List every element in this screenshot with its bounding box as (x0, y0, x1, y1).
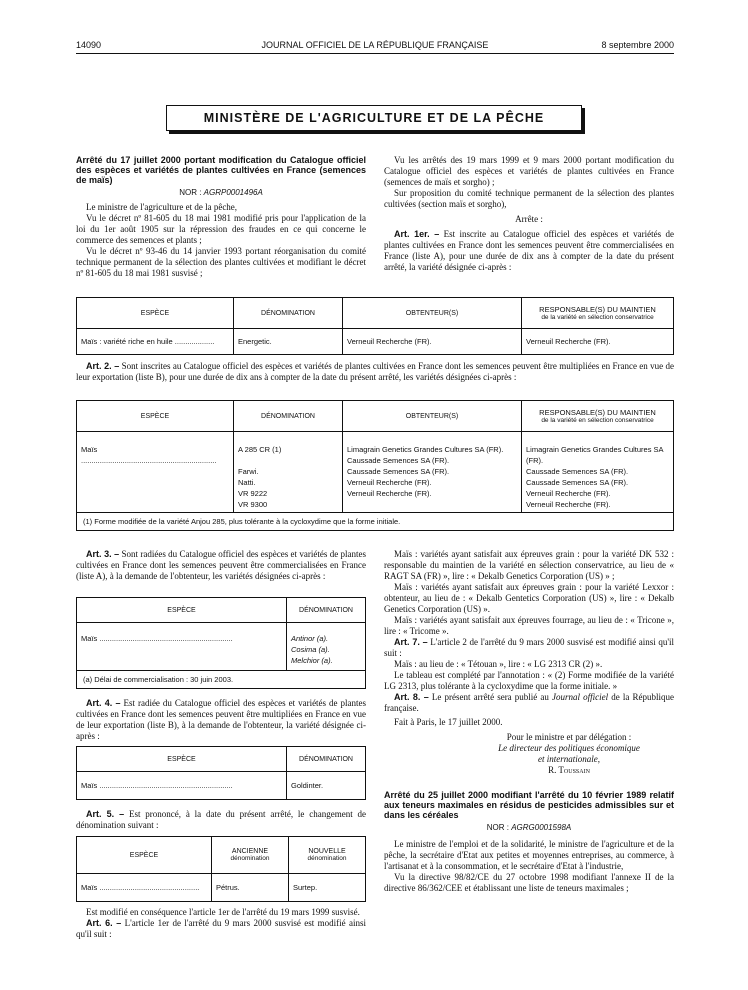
table-footnote: (1) Forme modifiée de la variété Anjou 285, plus tolérante à la cycloxydime que la forme initiale. (77, 513, 674, 531)
table-article-1 (76, 297, 674, 355)
col-denomination: DÉNOMINATION (234, 298, 343, 329)
col-espece: ESPÈCE (77, 747, 287, 772)
col-nouvelle: NOUVELLE dénomination (289, 837, 366, 874)
journal-title: JOURNAL OFFICIEL DE LA RÉPUBLIQUE FRANÇAISE (261, 40, 489, 50)
left-column-top (76, 155, 366, 279)
table-cell: Antinor (a). Cosima (a). Melchior (a). (287, 623, 366, 671)
header-rule (76, 53, 674, 54)
rectification-4: Maïs : au lieu de : « Tétouan », lire : « LG 2313 CR (2) ». (394, 659, 603, 669)
rectification-1: Maïs : variétés ayant satisfait aux épreuves grain : pour la variété DK 532 : responsable du maintien de la variété en sélection conservatrice, au lieu de « RAGT SA (FR) », lire : « Dekalb Genetics Corporation (US) » ; (384, 549, 674, 581)
after-article-5: Est modifié en conséquence l'article 1er de l'arrêté du 19 mars 1999 susvisé. (86, 907, 360, 917)
table-cell: Maïs ................................................................ (77, 623, 287, 671)
arrete1-title: Arrêté du 17 juillet 2000 portant modification du Catalogue officiel des espèces et variétés de plantes cultivées en France (semences de maïs) (76, 155, 366, 185)
table-article-5 (76, 836, 366, 902)
table-cell: Maïs ................................................................. (77, 432, 234, 513)
table-article-4 (76, 746, 366, 800)
arrete1-p1: Le ministre de l'agriculture et de la pêche, (86, 202, 238, 212)
table-cell: Pétrus. (212, 874, 289, 902)
col-denomination: DÉNOMINATION (234, 401, 343, 432)
table-footnote: (a) Délai de commercialisation : 30 juin 2003. (77, 671, 366, 689)
article-2: Art. 2. – Sont inscrites au Catalogue officiel des espèces et variétés de plantes cultivées en France dont les semences peuvent être multipliées en France en vue de leur exportation (liste B), pour une durée de dix ans à compter de la date du présent arrêté, les variétés désignées ci-après : (76, 361, 675, 382)
article-8: Art. 8. – Le présent arrêté sera publié au Journal officiel de la République française. (384, 692, 675, 713)
table-cell: Surtep. (289, 874, 366, 902)
article-5: Art. 5. – Est prononcé, à la date du présent arrêté, le changement de dénomination suivant : (76, 809, 367, 830)
fait-a-paris: Fait à Paris, le 17 juillet 2000. (394, 717, 503, 727)
table-cell: Maïs ................................................................ (77, 772, 287, 800)
arrete2-nor: NOR : AGRG0001598A (486, 823, 572, 832)
col-espece: ESPÈCE (77, 598, 287, 623)
signature-block: Pour le ministre et par délégation : Le directeur des politiques économique et internationale, R. Toussain (498, 732, 640, 775)
arrete1-p2: Vu le décret nº 81-605 du 18 mai 1981 modifié pris pour l'application de la loi du 1er août 1905 sur la répression des fraudes en ce qui concerne le commerce des semences et plants ; (76, 213, 366, 245)
table-cell: Verneuil Recherche (FR). (522, 329, 674, 355)
col-espece: ESPÈCE (77, 401, 234, 432)
rectification-2: Maïs : variétés ayant satisfait aux épreuves grain : pour la variété Lexxor : obtenteur, au lieu de : « Dekalb Gentetics Corporation (US) », lire : « Dekalb Genetics Corporation (US) ». (384, 582, 674, 614)
table-cell: Limagrain Genetics Grandes Cultures SA (FR). Caussade Semences SA (FR). Caussade Semences SA (FR). Verneuil Recherche (FR). Verneuil Recherche (FR). (343, 432, 522, 513)
arrete2-p2: Vu la directive 98/82/CE du 27 octobre 1998 modifiant l'annexe II de la directive 86/362/CEE et établissant une liste de teneurs maximales ; (384, 872, 674, 893)
right-column-bottom (384, 549, 674, 894)
table-cell: Maïs ................................................ (77, 874, 212, 902)
right-column-top (384, 155, 674, 273)
table-cell: Verneuil Recherche (FR). (343, 329, 522, 355)
article-7: Art. 7. – L'article 2 de l'arrêté du 9 mars 2000 susvisé est modifié ainsi qu'il suit : (384, 637, 674, 658)
col-espece: ESPÈCE (77, 837, 212, 874)
article-1: Art. 1er. – Est inscrite au Catalogue officiel des espèces et variétés de plantes cultivées en France dont les semences peuvent être commercialisées en France (liste A), pour une durée de dix ans à compter de la date du présent arrêté, la variété désignée ci-après : (384, 229, 675, 272)
page-number: 14090 (76, 40, 102, 50)
table-cell: A 285 CR (1) Farwi. Natti. VR 9222 VR 9300 (234, 432, 343, 513)
arrete2-title: Arrêté du 25 juillet 2000 modifiant l'arrêté du 10 février 1989 relatif aux teneurs maximales en résidus de pesticides admissibles sur et dans les céréales (384, 790, 674, 820)
rectification-5: Le tableau est complété par l'annotation : « (2) Forme modifiée de la variété LG 2313, plus tolérante à la cycloxydime que la forme initiale. » (384, 670, 674, 691)
table-article-3 (76, 597, 366, 689)
col-denomination: DÉNOMINATION (287, 747, 366, 772)
col-obtenteur: OBTENTEUR(S) (343, 298, 522, 329)
article-4-block (76, 698, 366, 742)
table-cell: Limagrain Genetics Grandes Cultures SA (FR). Caussade Semences SA (FR). Caussade Semences SA (FR). Verneuil Recherche (FR). Verneuil Recherche (FR). (522, 432, 674, 513)
article-5-block (76, 809, 366, 831)
arrete1-nor: NOR : AGRP0001496A (179, 188, 263, 197)
table-article-2 (76, 400, 674, 531)
article-3: Art. 3. – Sont radiées du Catalogue officiel des espèces et variétés de plantes cultivées en France dont les semences peuvent être commercialisées en France (liste A), à la demande de l'obtenteur, les variétés désignées ci-après : (76, 549, 367, 581)
col-ancienne: ANCIENNE dénomination (212, 837, 289, 874)
arrete1-p3: Vu le décret nº 93-46 du 14 janvier 1993 portant réorganisation du comité technique permanent de la sélection des plantes cultivées et modifiant le décret nº 81-605 du 18 mai 1981 susvisé ; (76, 246, 366, 278)
issue-date: 8 septembre 2000 (601, 40, 674, 50)
arrete1-p4: Vu les arrêtés des 19 mars 1999 et 9 mars 2000 portant modification du Catalogue officiel des espèces et variétés de plantes cultivées en France (semences de maïs et sorgho) ; (384, 155, 674, 187)
arrete1-p5: Sur proposition du comité technique permanent de la sélection des plantes cultivées (section maïs et sorgho), (384, 188, 674, 209)
rectification-3: Maïs : variétés ayant satisfait aux épreuves fourrage, au lieu de : « Tricone », lire : « Tricome ». (384, 615, 674, 636)
table-cell: Maïs : variété riche en huile ................... (77, 329, 234, 355)
table-cell: Goldinter. (287, 772, 366, 800)
col-obtenteur: OBTENTEUR(S) (343, 401, 522, 432)
col-responsable: RESPONSABLE(S) DU MAINTIEN de la variété en sélection conservatrice (522, 401, 674, 432)
col-espece: ESPÈCE (77, 298, 234, 329)
table-cell: Energetic. (234, 329, 343, 355)
left-column-end (76, 907, 366, 940)
col-denomination: DÉNOMINATION (287, 598, 366, 623)
ministry-banner: MINISTÈRE DE L'AGRICULTURE ET DE LA PÊCHE (166, 105, 582, 131)
article-6: Art. 6. – L'article 1er de l'arrêté du 9 mars 2000 susvisé est modifié ainsi qu'il suit : (76, 918, 367, 939)
arrete2-p1: Le ministre de l'emploi et de la solidarité, le ministre de l'agriculture et de la pêche, la secrétaire d'Etat aux petites et moyennes entreprises, au commerce, à l'artisanat et à la consommation, et le secrétaire d'Etat à l'industrie, (384, 839, 674, 871)
left-column-bottom (76, 549, 366, 582)
arrete-label: Arrête : (515, 214, 543, 224)
col-responsable: RESPONSABLE(S) DU MAINTIEN de la variété en sélection conservatrice (522, 298, 674, 329)
article-4: Art. 4. – Est radiée du Catalogue officiel des espèces et variétés de plantes cultivées en France dont les semences peuvent être multipliées en France en vue de leur exportation (liste B), à la demande de l'obtenteur, la variété désignée ci-après : (76, 698, 367, 741)
